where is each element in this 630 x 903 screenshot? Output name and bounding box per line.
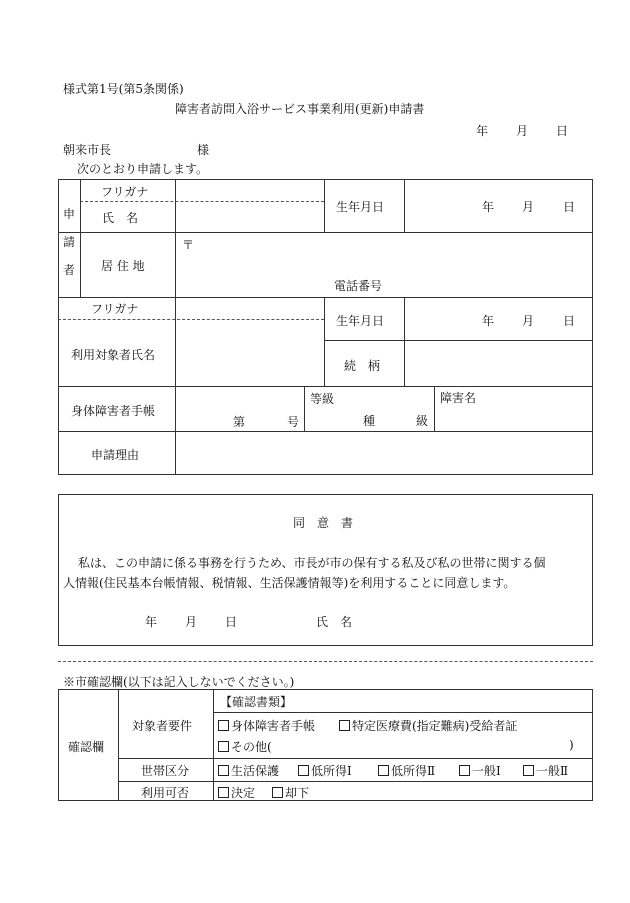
date-year-label: 年 [476, 124, 489, 138]
applicant-birthdate-field[interactable] [406, 181, 590, 230]
addressee-honorific: 様 [197, 143, 210, 157]
doc-option-other-label: その他( [231, 740, 272, 754]
handbook-label: 身体障害者手帳 [71, 404, 156, 418]
applicant-address-field[interactable] [178, 234, 590, 295]
household-option-label: 一般Ⅰ [472, 764, 501, 778]
checkbox-icon [272, 787, 283, 798]
applicant-birth-month: 月 [522, 200, 535, 214]
applicant-furigana-label: フリガナ [101, 185, 149, 199]
target-name-label: 利用対象者氏名 [71, 348, 156, 362]
checkbox-icon [298, 765, 309, 776]
grade-label: 等級 [310, 392, 335, 406]
form-title: 障害者訪問入浴サービス事業利用(更新)申請書 [175, 102, 425, 116]
doc-option-handbook-label: 身体障害者手帳 [231, 719, 316, 733]
reason-field[interactable] [178, 433, 590, 473]
checkbox-icon [339, 720, 350, 731]
relation-label: 続 柄 [344, 359, 381, 373]
doc-other-close: ) [569, 738, 574, 752]
applicant-birth-year: 年 [482, 200, 495, 214]
target-birth-year: 年 [482, 314, 495, 328]
doc-option-medical[interactable] [339, 717, 517, 734]
applicant-address-label: 居 住 地 [101, 259, 145, 273]
target-furigana-field[interactable] [178, 299, 322, 318]
consent-text-line-2: 人情報(住民基本台帳情報、税情報、生活保護情報等)を利用することに同意します。 [63, 576, 516, 590]
target-birth-month: 月 [522, 314, 535, 328]
form-number: 様式第1号(第5条関係) [63, 82, 184, 96]
office-note: ※市確認欄(以下は記入しないでください。) [63, 675, 295, 689]
consent-year: 年 [145, 615, 158, 629]
applicant-section-label-1: 申 [62, 207, 75, 221]
household-option-label: 低所得Ⅱ [391, 764, 436, 778]
applicant-birthdate-label: 生年月日 [336, 200, 385, 214]
target-birthdate-label: 生年月日 [336, 314, 385, 328]
checkbox-icon [523, 765, 534, 776]
household-option-general-2[interactable] [523, 762, 568, 779]
consent-name-field[interactable] [360, 608, 580, 632]
doc-option-other[interactable] [218, 738, 272, 755]
approval-label: 利用可否 [141, 786, 190, 800]
household-option-low-income-2[interactable] [378, 762, 435, 779]
date-day-label: 日 [556, 124, 569, 138]
consent-text-line-1: 私は、この申請に係る事務を行うため、市長が市の保有する私及び私の世帯に関する個 [78, 556, 546, 570]
consent-name-label: 氏 名 [316, 615, 353, 629]
disability-field[interactable] [436, 404, 590, 429]
disability-label: 障害名 [440, 391, 477, 405]
consent-title: 同 意 書 [293, 516, 354, 530]
target-birth-day: 日 [563, 314, 576, 328]
household-option-welfare[interactable] [218, 762, 279, 779]
household-option-label: 低所得Ⅰ [311, 764, 352, 778]
grade-type: 種 [363, 414, 376, 428]
applicant-birth-day: 日 [563, 200, 576, 214]
checkbox-icon [218, 741, 229, 752]
handbook-number-suffix: 号 [287, 415, 300, 429]
target-furigana-label: フリガナ [91, 302, 139, 316]
household-label: 世帯区分 [141, 764, 190, 778]
reason-label: 申請理由 [91, 448, 140, 462]
applicant-furigana-field[interactable] [178, 181, 322, 200]
target-birthdate-field[interactable] [406, 299, 590, 338]
approval-option-label: 却下 [285, 786, 310, 800]
office-table-border [58, 689, 593, 801]
checkbox-icon [459, 765, 470, 776]
household-option-label: 一般Ⅱ [536, 764, 569, 778]
docs-title: 【確認書類】 [220, 695, 293, 709]
applicant-name-field[interactable] [178, 203, 322, 230]
checkbox-icon [218, 720, 229, 731]
requirement-label: 対象者要件 [132, 719, 193, 733]
consent-day: 日 [225, 615, 238, 629]
handbook-number-prefix: 第 [233, 415, 246, 429]
approval-option-label: 決定 [231, 786, 256, 800]
grade-field[interactable] [306, 388, 432, 429]
relation-field[interactable] [406, 342, 590, 384]
household-option-general-1[interactable] [459, 762, 501, 779]
household-option-low-income-1[interactable] [298, 762, 352, 779]
office-separator [58, 661, 593, 662]
applicant-section-label-3: 者 [62, 263, 75, 277]
doc-option-medical-label: 特定医療費(指定難病)受給者証 [352, 719, 518, 733]
checkbox-icon [218, 765, 229, 776]
consent-month: 月 [185, 615, 198, 629]
handbook-number-field[interactable] [178, 388, 302, 429]
doc-option-handbook[interactable] [218, 717, 315, 734]
phone-label: 電話番号 [334, 279, 383, 293]
checkbox-icon [218, 787, 229, 798]
applicant-section-label-2: 請 [62, 235, 75, 249]
date-month-label: 月 [516, 124, 529, 138]
postal-mark: 〒 [182, 238, 195, 252]
approval-option-approve[interactable] [218, 784, 255, 801]
checkbox-icon [378, 765, 389, 776]
intro-text: 次のとおり申請します。 [77, 162, 209, 176]
addressee: 朝来市長 [63, 143, 112, 157]
approval-option-reject[interactable] [272, 784, 309, 801]
target-name-field[interactable] [178, 321, 322, 384]
grade-level: 級 [416, 414, 429, 428]
confirm-label: 確認欄 [68, 740, 105, 754]
household-option-label: 生活保護 [231, 764, 280, 778]
applicant-name-label: 氏 名 [102, 211, 139, 225]
